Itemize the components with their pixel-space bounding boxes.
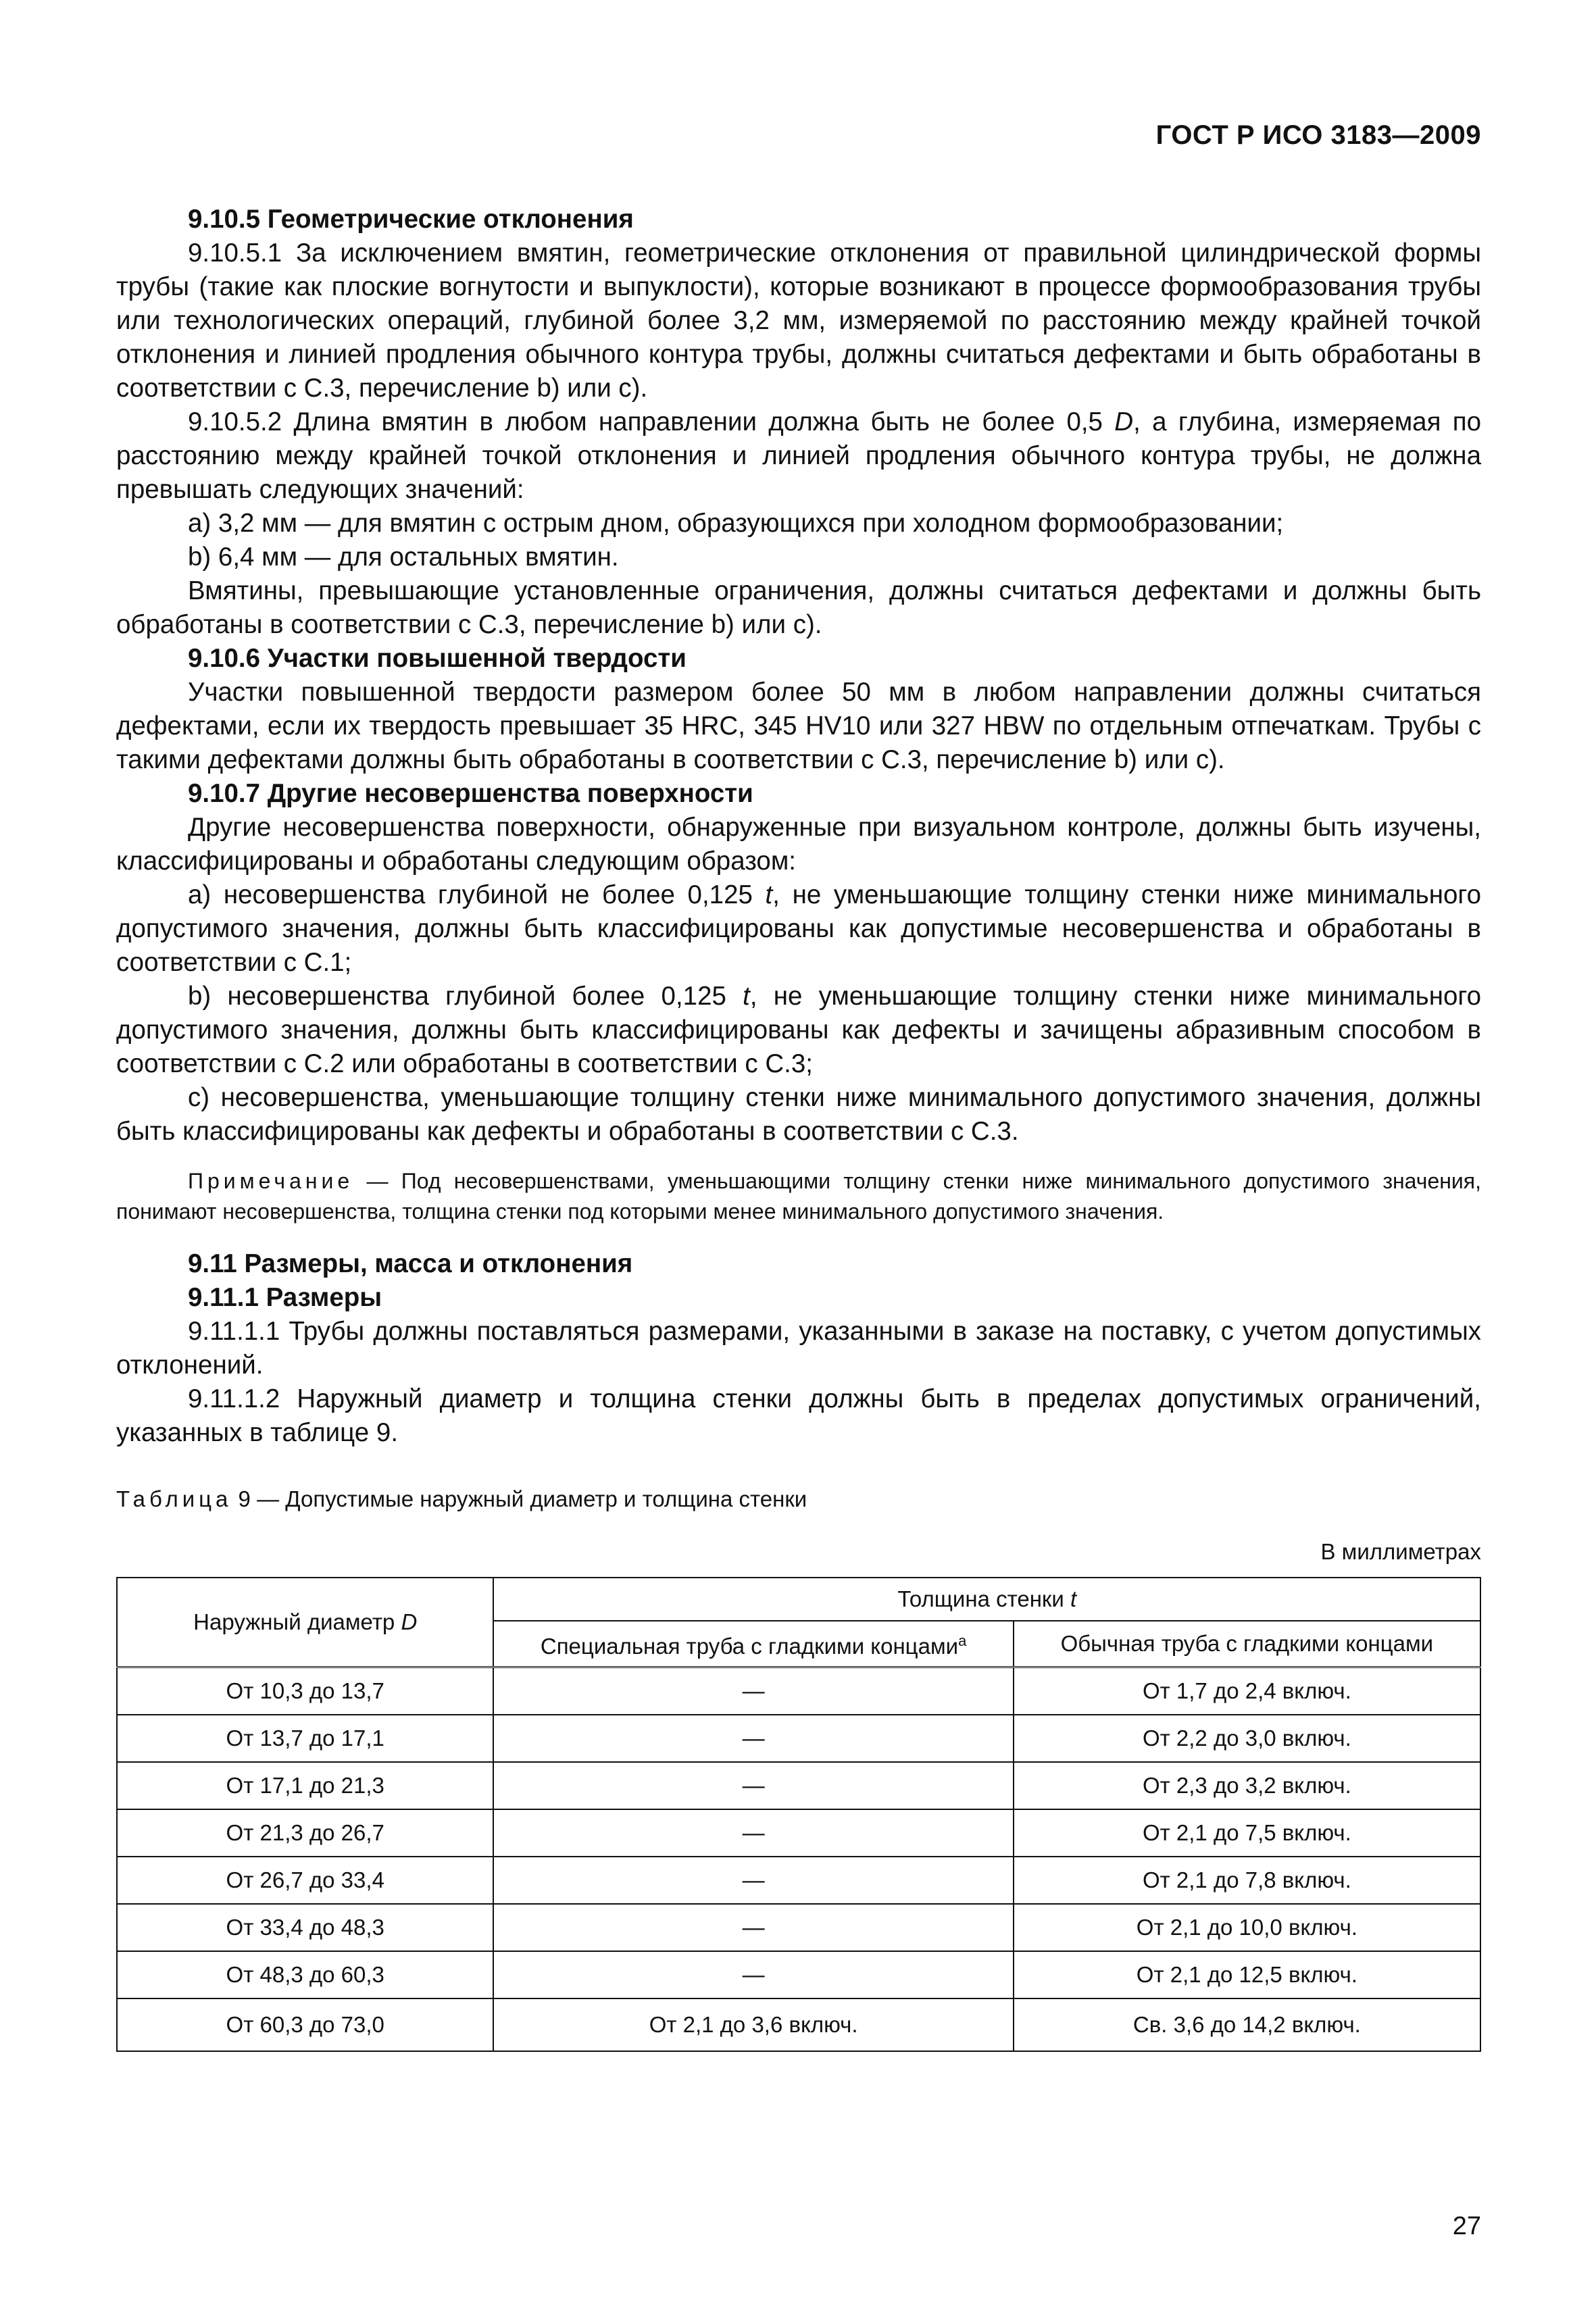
cell-special: — — [493, 1951, 1013, 1998]
paragraph-9-10-5-2: 9.10.5.2 Длина вмятин в любом направлении должна быть не более 0,5 D, а глубина, измеряемая по расстоянию между крайней точкой отклонения и линией продления обычного контура трубы, не должна превышать следующих значений: — [116, 407, 1481, 504]
table-row — [117, 1762, 1480, 1809]
cell-special: — — [493, 1857, 1013, 1904]
dimensions-table — [116, 1577, 1481, 2052]
cell-special: — — [493, 1715, 1013, 1762]
header-special-pipe: Специальная труба с гладкими концами$^a$ — [493, 1621, 1013, 1667]
header-wall-thickness: Толщина стенки t — [493, 1578, 1480, 1621]
cell-diameter: От 48,3 до 60,3 — [117, 1951, 493, 1998]
section-heading-9-10-7: 9.10.7 Другие несовершенства поверхности — [188, 779, 753, 808]
table-units: В миллиметрах — [1320, 1539, 1481, 1564]
cell-diameter: От 21,3 до 26,7 — [117, 1809, 493, 1857]
table-row — [117, 1667, 1480, 1715]
paragraph-9-10-5-1: 9.10.5.1 За исключением вмятин, геометрические отклонения от правильной цилиндрической формы трубы (такие как плоские вогнутости и выпуклости), которые возникают в процессе формообразования трубы или технологических операций, глубиной более 3,2 мм, измеряемой по расстоянию между крайней точкой отклонения и линией продления обычного контура трубы, должны считаться дефектами и быть обработаны в соответствии с С.3, перечисление b) или c). — [116, 238, 1481, 403]
cell-special: — — [493, 1762, 1013, 1809]
table-row — [117, 1951, 1480, 1998]
paragraph-hard-spots: Участки повышенной твердости размером более 50 мм в любом направлении должны считаться дефектами, если их твердость превышает 35 HRC, 345 HV10 или 327 HBW по отдельным отпечаткам. Трубы с такими дефектами должны быть обработаны в соответствии с С.3, перечисление b) или c). — [116, 678, 1481, 774]
paragraph-9-11-1-1: 9.11.1.1 Трубы должны поставляться размерами, указанными в заказе на поставку, с учетом допустимых отклонений. — [116, 1317, 1481, 1380]
cell-regular: От 2,1 до 7,8 включ. — [1014, 1857, 1480, 1904]
cell-diameter: От 10,3 до 13,7 — [117, 1667, 493, 1715]
paragraph-dents-defects: Вмятины, превышающие установленные ограничения, должны считаться дефектами и должны быть обработаны в соответствии с С.3, перечисление b) или c). — [116, 576, 1481, 639]
document-body — [116, 203, 1481, 2052]
header-outer-diameter: Наружный диаметр D — [117, 1578, 493, 1667]
table-row — [117, 1904, 1480, 1951]
table-row — [117, 1857, 1480, 1904]
cell-regular: Св. 3,6 до 14,2 включ. — [1014, 1998, 1480, 2051]
cell-regular: От 2,1 до 10,0 включ. — [1014, 1904, 1480, 1951]
document-id-header: ГОСТ Р ИСО 3183—2009 — [1155, 120, 1481, 150]
cell-diameter: От 17,1 до 21,3 — [117, 1762, 493, 1809]
table-row — [117, 1998, 1480, 2051]
paragraph-other-imperfections: Другие несовершенства поверхности, обнаруженные при визуальном контроле, должны быть изучены, классифицированы и обработаны следующим образом: — [116, 813, 1481, 876]
list-item-b: b) 6,4 мм — для остальных вмятин. — [188, 543, 619, 572]
section-heading-9-10-5: 9.10.5 Геометрические отклонения — [188, 205, 634, 234]
list-item-a: a) 3,2 мм — для вмятин с острым дном, образующихся при холодном формообразовании; — [188, 509, 1284, 538]
list-item-imperfection-b: b) несовершенства глубиной более 0,125 t, не уменьшающие толщину стенки ниже минимального допустимого значения, должны быть классифицированы как дефекты и зачищены абразивным способом в соответствии с С.2 или обработаны в соответствии с С.3; — [116, 982, 1481, 1078]
note-label: Примечание — [188, 1169, 354, 1193]
footnote-marker: a — [958, 1632, 967, 1649]
cell-special: — — [493, 1667, 1013, 1715]
note: Примечание — Под несовершенствами, уменьшающими толщину стенки ниже минимального допустимого значения, понимают несовершенства, толщина стенки под которыми менее минимального допустимого значения. — [116, 1169, 1481, 1224]
cell-regular: От 1,7 до 2,4 включ. — [1014, 1667, 1480, 1715]
list-item-imperfection-c: c) несовершенства, уменьшающие толщину стенки ниже минимального допустимого значения, должны быть классифицированы как дефекты и обработаны в соответствии с С.3. — [116, 1083, 1481, 1146]
cell-special: От 2,1 до 3,6 включ. — [493, 1998, 1013, 2051]
list-item-imperfection-a: a) несовершенства глубиной не более 0,125 t, не уменьшающие толщину стенки ниже минимального допустимого значения, должны быть классифицированы как допустимые несовершенства и обработаны в соответствии с С.1; — [116, 880, 1481, 977]
cell-regular: От 2,1 до 7,5 включ. — [1014, 1809, 1480, 1857]
cell-diameter: От 13,7 до 17,1 — [117, 1715, 493, 1762]
paragraph-9-11-1-2: 9.11.1.2 Наружный диаметр и толщина стенки должны быть в пределах допустимых ограничений, указанных в таблице 9. — [116, 1384, 1481, 1447]
table-caption: Таблица 9 — Допустимые наружный диаметр и толщина стенки — [116, 1486, 807, 1511]
cell-regular: От 2,2 до 3,0 включ. — [1014, 1715, 1480, 1762]
cell-regular: От 2,3 до 3,2 включ. — [1014, 1762, 1480, 1809]
cell-diameter: От 33,4 до 48,3 — [117, 1904, 493, 1951]
cell-diameter: От 26,7 до 33,4 — [117, 1857, 493, 1904]
table-row — [117, 1715, 1480, 1762]
table-row — [117, 1809, 1480, 1857]
section-heading-9-11: 9.11 Размеры, масса и отклонения — [188, 1249, 633, 1278]
cell-diameter: От 60,3 до 73,0 — [117, 1998, 493, 2051]
page-number: 27 — [1452, 2212, 1481, 2240]
header-regular-pipe: Обычная труба с гладкими концами — [1014, 1621, 1480, 1667]
cell-special: — — [493, 1904, 1013, 1951]
cell-regular: От 2,1 до 12,5 включ. — [1014, 1951, 1480, 1998]
section-heading-9-10-6: 9.10.6 Участки повышенной твердости — [188, 644, 687, 673]
cell-special: — — [493, 1809, 1013, 1857]
section-heading-9-11-1: 9.11.1 Размеры — [188, 1283, 382, 1312]
